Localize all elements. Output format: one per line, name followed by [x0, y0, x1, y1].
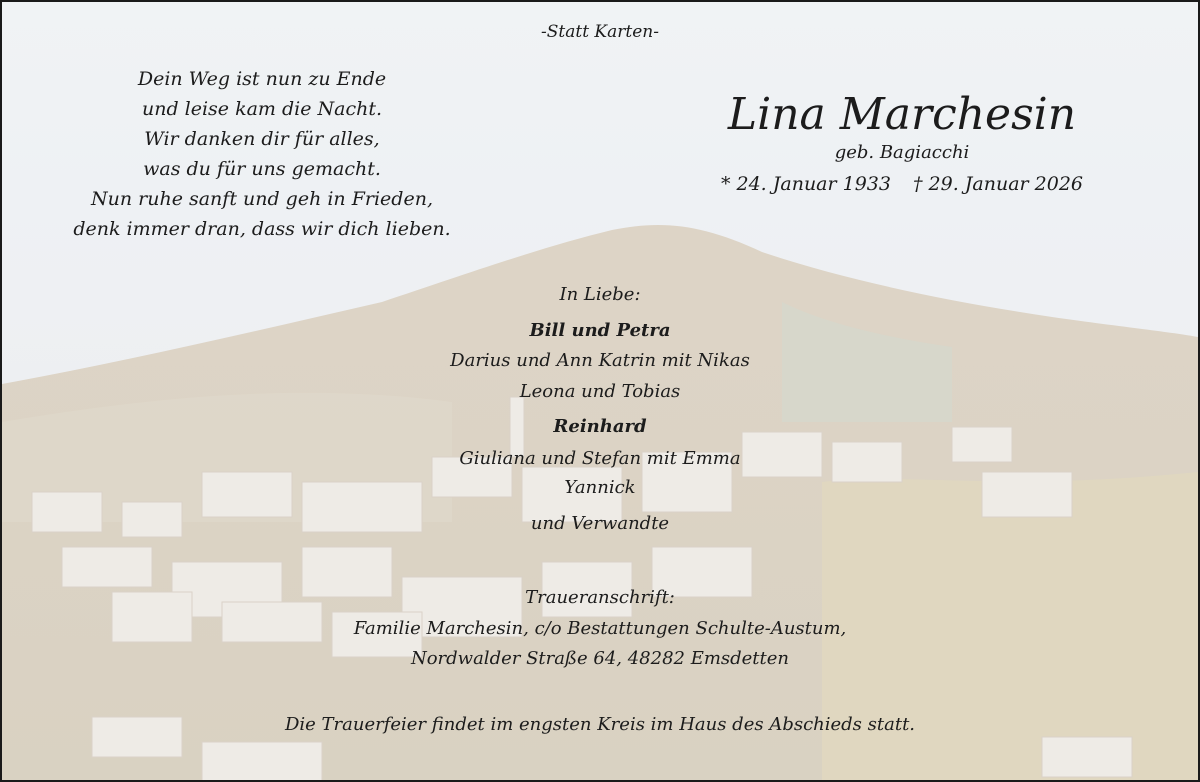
statt-karten-note: -Statt Karten- — [541, 22, 659, 42]
life-dates — [602, 173, 1200, 195]
family2-line: Yannick — [564, 477, 636, 498]
poem-line: Wir danken dir für alles, — [144, 128, 380, 150]
address-line: Familie Marchesin, c/o Bestattungen Schulte-Austum, — [353, 618, 847, 639]
poem-line: was du für uns gemacht. — [143, 158, 381, 180]
poem-line: denk immer dran, dass wir dich lieben. — [73, 218, 451, 240]
family2-head: Reinhard — [553, 416, 647, 437]
deceased-name: Lina Marchesin — [727, 89, 1077, 140]
poem-line: Nun ruhe sanft und geh in Frieden, — [91, 188, 433, 210]
birth-name: geb. Bagiacchi — [834, 142, 970, 163]
death-date: † 29. Januar 2026 — [913, 173, 1084, 195]
address-heading: Traueranschrift: — [525, 587, 675, 608]
family1-line: Leona und Tobias — [519, 381, 681, 402]
family1-line: Darius und Ann Katrin mit Nikas — [450, 350, 750, 371]
relatives-line: und Verwandte — [530, 513, 670, 534]
poem — [42, 64, 482, 244]
family2-line: Giuliana und Stefan mit Emma — [459, 448, 741, 469]
family1-head: Bill und Petra — [529, 320, 671, 341]
address-line: Nordwalder Straße 64, 48282 Emsdetten — [410, 648, 790, 669]
birth-date: * 24. Januar 1933 — [720, 173, 891, 195]
poem-line: und leise kam die Nacht. — [141, 98, 383, 120]
ceremony-note: Die Trauerfeier findet im engsten Kreis im Haus des Abschieds statt. — [284, 714, 916, 735]
mourners-heading: In Liebe: — [559, 284, 641, 305]
poem-line: Dein Weg ist nun zu Ende — [137, 68, 387, 90]
